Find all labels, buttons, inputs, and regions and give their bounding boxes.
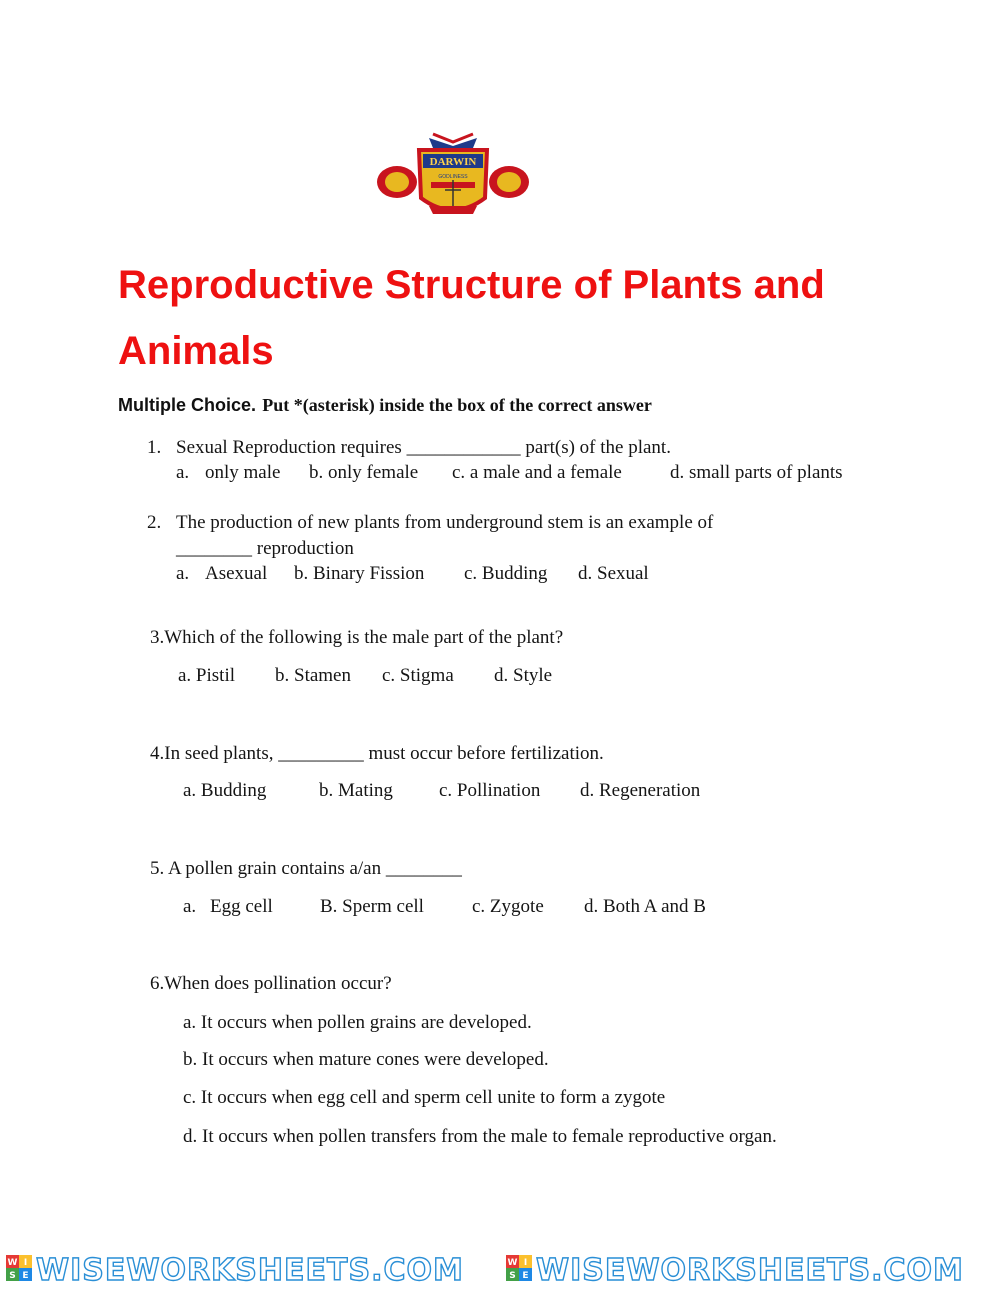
logo-name: DARWIN bbox=[429, 156, 477, 168]
question-2-number: 2. bbox=[147, 512, 162, 533]
question-4-option-d[interactable]: d. Regeneration bbox=[580, 780, 701, 801]
badge-letter: S bbox=[9, 1271, 16, 1281]
question-1-option-a-letter[interactable]: a. bbox=[176, 462, 190, 483]
question-5-option-d[interactable]: d. Both A and B bbox=[584, 896, 706, 917]
question-2-option-b[interactable]: b. Binary Fission bbox=[294, 563, 425, 584]
question-5-option-a[interactable]: Egg cell bbox=[210, 896, 273, 917]
question-2-text-line-2: ________ reproduction bbox=[176, 538, 354, 559]
question-1-text: Sexual Reproduction requires ____________ part(s) of the plant. bbox=[176, 437, 671, 458]
question-6-text: 6.When does pollination occur? bbox=[150, 973, 392, 994]
school-crest-logo bbox=[373, 132, 533, 222]
badge-letter: W bbox=[507, 1258, 518, 1268]
page-title: Reproductive Structure of Plants and Animals bbox=[118, 263, 825, 373]
question-4-option-b[interactable]: b. Mating bbox=[319, 780, 393, 801]
badge-letter: S bbox=[509, 1271, 516, 1281]
watermark-text: WISEWORKSHEETS.COM bbox=[536, 1253, 964, 1288]
badge-letter: I bbox=[523, 1258, 528, 1268]
question-1-number: 1. bbox=[147, 437, 162, 458]
question-3-option-a[interactable]: a. Pistil bbox=[178, 665, 236, 686]
question-4-text: 4.In seed plants, _________ must occur before fertilization. bbox=[150, 743, 604, 764]
question-4-option-a[interactable]: a. Budding bbox=[183, 780, 267, 801]
badge-letter: W bbox=[7, 1258, 18, 1268]
question-2-text-line-1: The production of new plants from underground stem is an example of bbox=[176, 512, 714, 533]
footer-watermark bbox=[0, 1250, 1000, 1291]
instructions-text: Put *(asterisk) inside the box of the correct answer bbox=[262, 395, 652, 415]
question-2-option-a-letter[interactable]: a. bbox=[176, 563, 190, 584]
question-5-text: 5. A pollen grain contains a/an ________ bbox=[150, 858, 462, 879]
question-1-option-d[interactable]: d. small parts of plants bbox=[670, 462, 843, 483]
watermark-text: WISEWORKSHEETS.COM bbox=[36, 1253, 464, 1288]
question-5-option-c[interactable]: c. Zygote bbox=[472, 896, 544, 917]
question-6-option-c[interactable]: c. It occurs when egg cell and sperm cell unite to form a zygote bbox=[183, 1087, 666, 1108]
question-2-option-a[interactable]: Asexual bbox=[205, 563, 268, 584]
question-3-text: 3.Which of the following is the male part of the plant? bbox=[150, 627, 564, 648]
wise-badge-icon bbox=[6, 1255, 32, 1281]
question-2-option-d[interactable]: d. Sexual bbox=[578, 563, 649, 584]
question-1-option-a[interactable]: only male bbox=[205, 462, 281, 483]
logo-motto: GODLINESS bbox=[438, 174, 468, 180]
badge-letter: I bbox=[23, 1258, 28, 1268]
question-3-option-c[interactable]: c. Stigma bbox=[382, 665, 454, 686]
badge-letter: E bbox=[22, 1271, 29, 1281]
wise-badge-icon bbox=[506, 1255, 532, 1281]
question-2-option-c[interactable]: c. Budding bbox=[464, 563, 548, 584]
instructions-label: Multiple Choice. bbox=[118, 395, 257, 415]
question-1-option-b[interactable]: b. only female bbox=[309, 462, 419, 483]
question-5-option-b[interactable]: B. Sperm cell bbox=[320, 896, 424, 917]
question-3-option-b[interactable]: b. Stamen bbox=[275, 665, 351, 686]
question-4-option-c[interactable]: c. Pollination bbox=[439, 780, 541, 801]
badge-letter: E bbox=[522, 1271, 529, 1281]
question-1-option-c[interactable]: c. a male and a female bbox=[452, 462, 622, 483]
instructions bbox=[118, 395, 652, 416]
question-6-option-d[interactable]: d. It occurs when pollen transfers from the male to female reproductive organ. bbox=[183, 1126, 777, 1147]
question-6-option-b[interactable]: b. It occurs when mature cones were developed. bbox=[183, 1049, 549, 1070]
question-6-option-a[interactable]: a. It occurs when pollen grains are developed. bbox=[183, 1012, 532, 1033]
question-5-option-a-letter[interactable]: a. bbox=[183, 896, 197, 917]
question-3-option-d[interactable]: d. Style bbox=[494, 665, 553, 686]
